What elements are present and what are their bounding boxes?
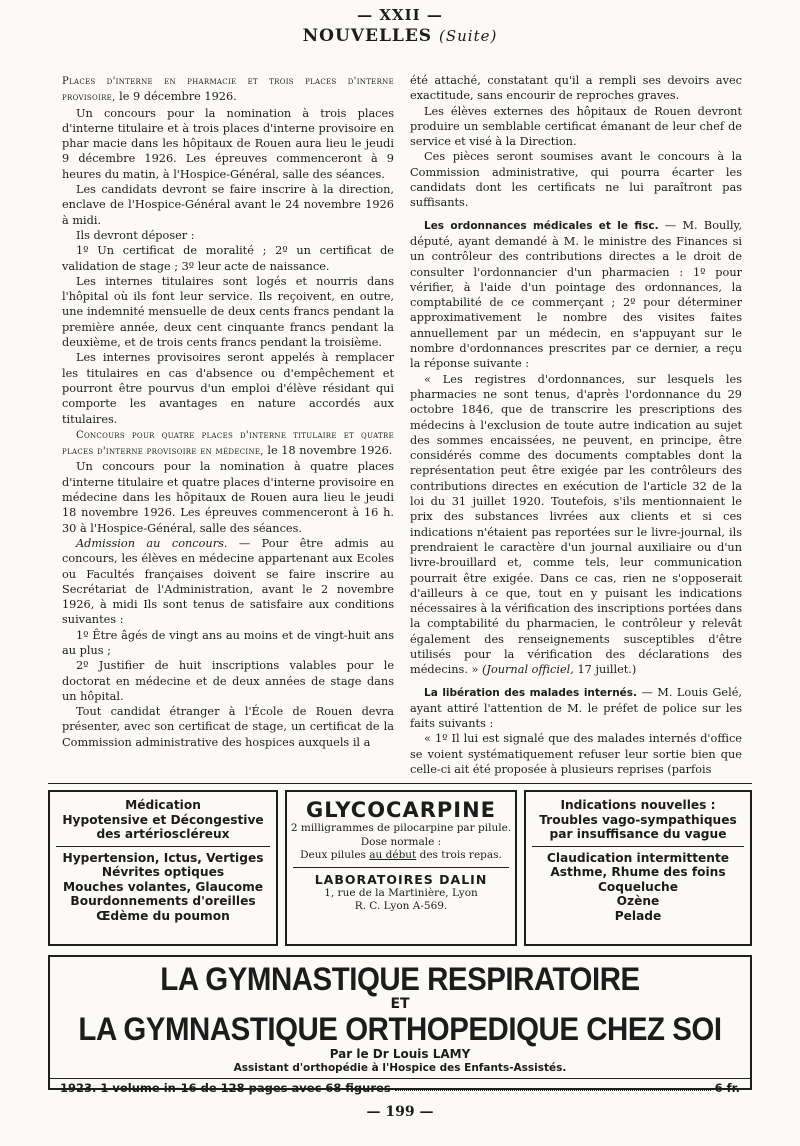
book-title-line2: LA GYMNASTIQUE ORTHOPEDIQUE CHEZ SOI [78, 1011, 722, 1047]
ad-text: Asthme, Rhume des foins [550, 865, 726, 879]
divider [48, 783, 752, 784]
laboratory-registration: R. C. Lyon A-569. [354, 900, 448, 912]
paragraph: Tout candidat étranger à l'École de Rouen devra présenter, avec son certificat de stage, un certificat de la Commission administrative des hospices auxquels il a [62, 705, 394, 749]
ad-text: Œdème du poumon [96, 908, 230, 923]
right-column [410, 73, 742, 777]
ordonnances-text: — M. Boully, député, ayant demandé à M. le ministre des Finances si un contrôleur des contributions directes a le droit de consulter l'ordonnancier d'un pharmacien : 1º pour vérifier, à l'aide d'un pointage des ordonnances, la comptabilité de ce commerçant ; 2º pour déterminer approximativement le nombre des visites faites annuellement par un médecin, en s'appuyant sur le nombre d'ordonnances prescrites par ce dernier, a reçu la réponse suivante : [410, 218, 742, 371]
section-title-text: NOUVELLES [302, 26, 433, 46]
ordonnances-heading: Les ordonnances médicales et le fisc. [424, 219, 659, 232]
notice-pharmacy-title: Places d'interne en pharmacie et trois places d'interne provisoire, [62, 76, 394, 104]
paragraph: 1º Être âgés de vingt ans au moins et de vingt-huit ans au plus ; [62, 628, 394, 657]
publication-line [50, 1081, 750, 1095]
article-columns [62, 73, 742, 780]
paragraph: 1º Un certificat de moralité ; 2º un certificat de validation de stage ; 3º leur acte de naissance. [62, 244, 394, 273]
ad-text: Hypertension, Ictus, Vertiges [62, 850, 264, 865]
book-author: Par le Dr Louis LAMY [329, 1047, 471, 1061]
ministry-answer-text: « Les registres d'ordonnances, sur lesquels les pharmacies ne sont tenus, d'après l'ordonnance du 29 octobre 1846, que de transcrire les prescriptions des médecins à l'exclusion de toute autre indication au sujet des sommes encaissées, ne peuvent, en principe, être considérés comme des documents comptables dont la représentation peut être exigée par les contrôleurs des contributions directes en exécution de l'article 32 de la loi du 31 juillet 1920. Toutefois, s'ils mentionnaient le prix des substances livrées aux clients et si ces indications n'étaient pas reportées sur le livre-journal, ils prendraient le caractère d'un journal auxiliaire ou d'un livre-brouillard et, comme tels, leur communication pourrait être exigée. Dans ce cas, rien ne s'opposerait d'ailleurs à ce que, tout en y puisant les indications nécessaires à la vérification des inscriptions portées dans la comptabilité du pharmacien, le contrôleur y relevât également des renseignements susceptibles d'être utilisés pour la vérification des déclarations des médecins. » [410, 372, 742, 677]
dose-label: Dose normale : [360, 835, 442, 848]
page-number: — 199 — [366, 1104, 434, 1120]
dose-pre: Deux pilules [300, 849, 370, 861]
paragraph: Les internes provisoires seront appelés à remplacer les titulaires en cas d'absence ou d'empêchement et pourront être pourvus d'un emploi d'élève résidant qui comporte les avantages en nature accordés aux titulaires. [62, 351, 394, 426]
gymnastique-advertisement [48, 955, 752, 1095]
section-title-suffix: (Suite) [439, 27, 498, 45]
ad-left-panel [48, 790, 278, 946]
ministry-answer [410, 372, 742, 678]
publication-details: 1923. 1 volume in-16 de 128 pages avec 68 figures [60, 1081, 391, 1095]
paragraph: été attaché, constatant qu'il a rempli ses devoirs avec exactitude, sans encourir de reproches graves. [410, 74, 742, 103]
ad-text: Ozène [616, 894, 660, 908]
laboratory-name: LABORATOIRES DALIN [314, 871, 488, 887]
page-header [0, 6, 800, 46]
dose-composition: 2 milligrammes de pilocarpine par pilule. [290, 822, 512, 834]
ad-text: Troubles vago-sympathiques [539, 812, 737, 827]
paragraph: Un concours pour la nomination à quatre places d'interne titulaire et quatre places d'interne provisoire en médecine dans les hôpitaux de Rouen aura lieu le jeudi 18 novembre 1926. Les épreuves commenceront à 16 h. 30 à l'Hospice-Général, salle des séances. [62, 460, 394, 535]
dose-post: des trois repas. [416, 849, 502, 861]
ad-text: Médication [125, 798, 201, 812]
admission-label: Admission au concours. [76, 536, 228, 550]
divider [56, 846, 270, 847]
ad-text: Hypotensive et Décongestive [62, 812, 264, 827]
dot-leader [395, 1081, 711, 1091]
dose-instruction [287, 849, 515, 863]
section-title [0, 26, 800, 46]
glycocarpine-advertisement [48, 790, 752, 948]
liberation-heading: La libération des malades internés. [424, 686, 638, 699]
ad-right-panel [524, 790, 752, 946]
source-date: 17 juillet.) [573, 663, 637, 677]
book-title-line1: LA GYMNASTIQUE RESPIRATOIRE [160, 961, 640, 997]
liberation-text: — M. Louis Gelé, ayant attiré l'attention de M. le préfet de police sur les faits suivants : [410, 685, 742, 731]
ad-text: Bourdonnements d'oreilles [70, 894, 256, 908]
notice-pharmacy-heading [62, 73, 394, 106]
ad-text: Mouches volantes, Glaucome [62, 879, 264, 894]
ad-text: par insuffisance du vague [549, 827, 727, 841]
notice-medicine-title: Concours pour quatre places d'interne titulaire et quatre places d'interne provisoire en médecine, [62, 429, 394, 458]
admission-paragraph [62, 536, 394, 628]
notice-medicine-date: le 18 novembre 1926. [263, 444, 393, 458]
paragraph: Les candidats devront se faire inscrire à la direction, enclave de l'Hospice-Général avant le 24 novembre 1926 à midi. [62, 183, 394, 227]
ad-center-panel [285, 790, 517, 946]
paragraph: Les internes titulaires sont logés et nourris dans l'hôpital où ils font leur service. Ils reçoivent, en outre, une indemnité mensuelle de deux cents francs pendant la première année, deux cent cinquante francs pendant la deuxième, et de trois cents francs pendant la troisième. [62, 274, 394, 350]
book-title-conjunction: ET [390, 996, 410, 1012]
paragraph: 2º Justifier de huit inscriptions valables pour le doctorat en médecine et de deux années de stage dans un hôpital. [62, 659, 394, 703]
admission-text: — Pour être admis au concours, les élèves en médecine appartenant aux Ecoles ou Facultés françaises doivent se faire inscrire au Secrétariat de l'Administration, avant le 2 novembre 1926, à midi Ils sont tenus de satisfaire aux conditions suivantes : [62, 536, 394, 627]
ordonnances-paragraph [410, 218, 742, 372]
left-column [62, 73, 394, 750]
laboratory-address: 1, rue de la Martinière, Lyon [324, 886, 478, 899]
ad-text: Indications nouvelles : [560, 798, 716, 812]
ad-text: Claudication intermittente [546, 850, 730, 865]
roman-page-number: — XXII — [357, 6, 443, 24]
paragraph: Les élèves externes des hôpitaux de Rouen devront produire un semblable certificat émanant de leur chef de service et visé à la Direction. [410, 104, 742, 149]
dose-underlined: au début [369, 849, 417, 861]
liberation-paragraph [410, 685, 742, 732]
divider [293, 867, 509, 868]
author-role: Assistant d'orthopédie à l'Hospice des Enfants-Assistés. [233, 1062, 567, 1074]
paragraph: Ils devront déposer : [76, 228, 195, 242]
divider [50, 1078, 750, 1079]
paragraph: Ces pièces seront soumises avant le concours à la Commission administrative, qui pourra écarter les candidats dont les certificats ne lui paraîtront pas suffisants. [410, 150, 742, 210]
paragraph: Un concours pour la nomination à trois places d'interne titulaire et à trois places d'interne provisoire en phar macie dans les hôpitaux de Rouen aura lieu le jeudi 9 décembre 1926. Les épreuves commenceront à 9 heures du matin, à l'Hospice-Général, salle des séances. [62, 106, 394, 181]
ad-text: des artérioscléreux [96, 827, 230, 841]
notice-pharmacy-date: le 9 décembre 1926. [115, 90, 237, 104]
ad-text: Névrites optiques [101, 865, 225, 879]
book-price: 6 fr. [714, 1081, 740, 1095]
ad-text: Coqueluche [597, 879, 678, 894]
ad-text: Pelade [614, 908, 662, 923]
divider [532, 846, 744, 847]
product-name: GLYCOCARPINE [305, 798, 497, 822]
paragraph: « 1º Il lui est signalé que des malades internés d'office se voient systématiquement refuser leur sortie bien que celle-ci ait été proposée à plusieurs reprises (parfois [410, 732, 742, 777]
notice-medicine-heading [62, 427, 394, 460]
source-citation: (Journal officiel, [482, 663, 574, 677]
